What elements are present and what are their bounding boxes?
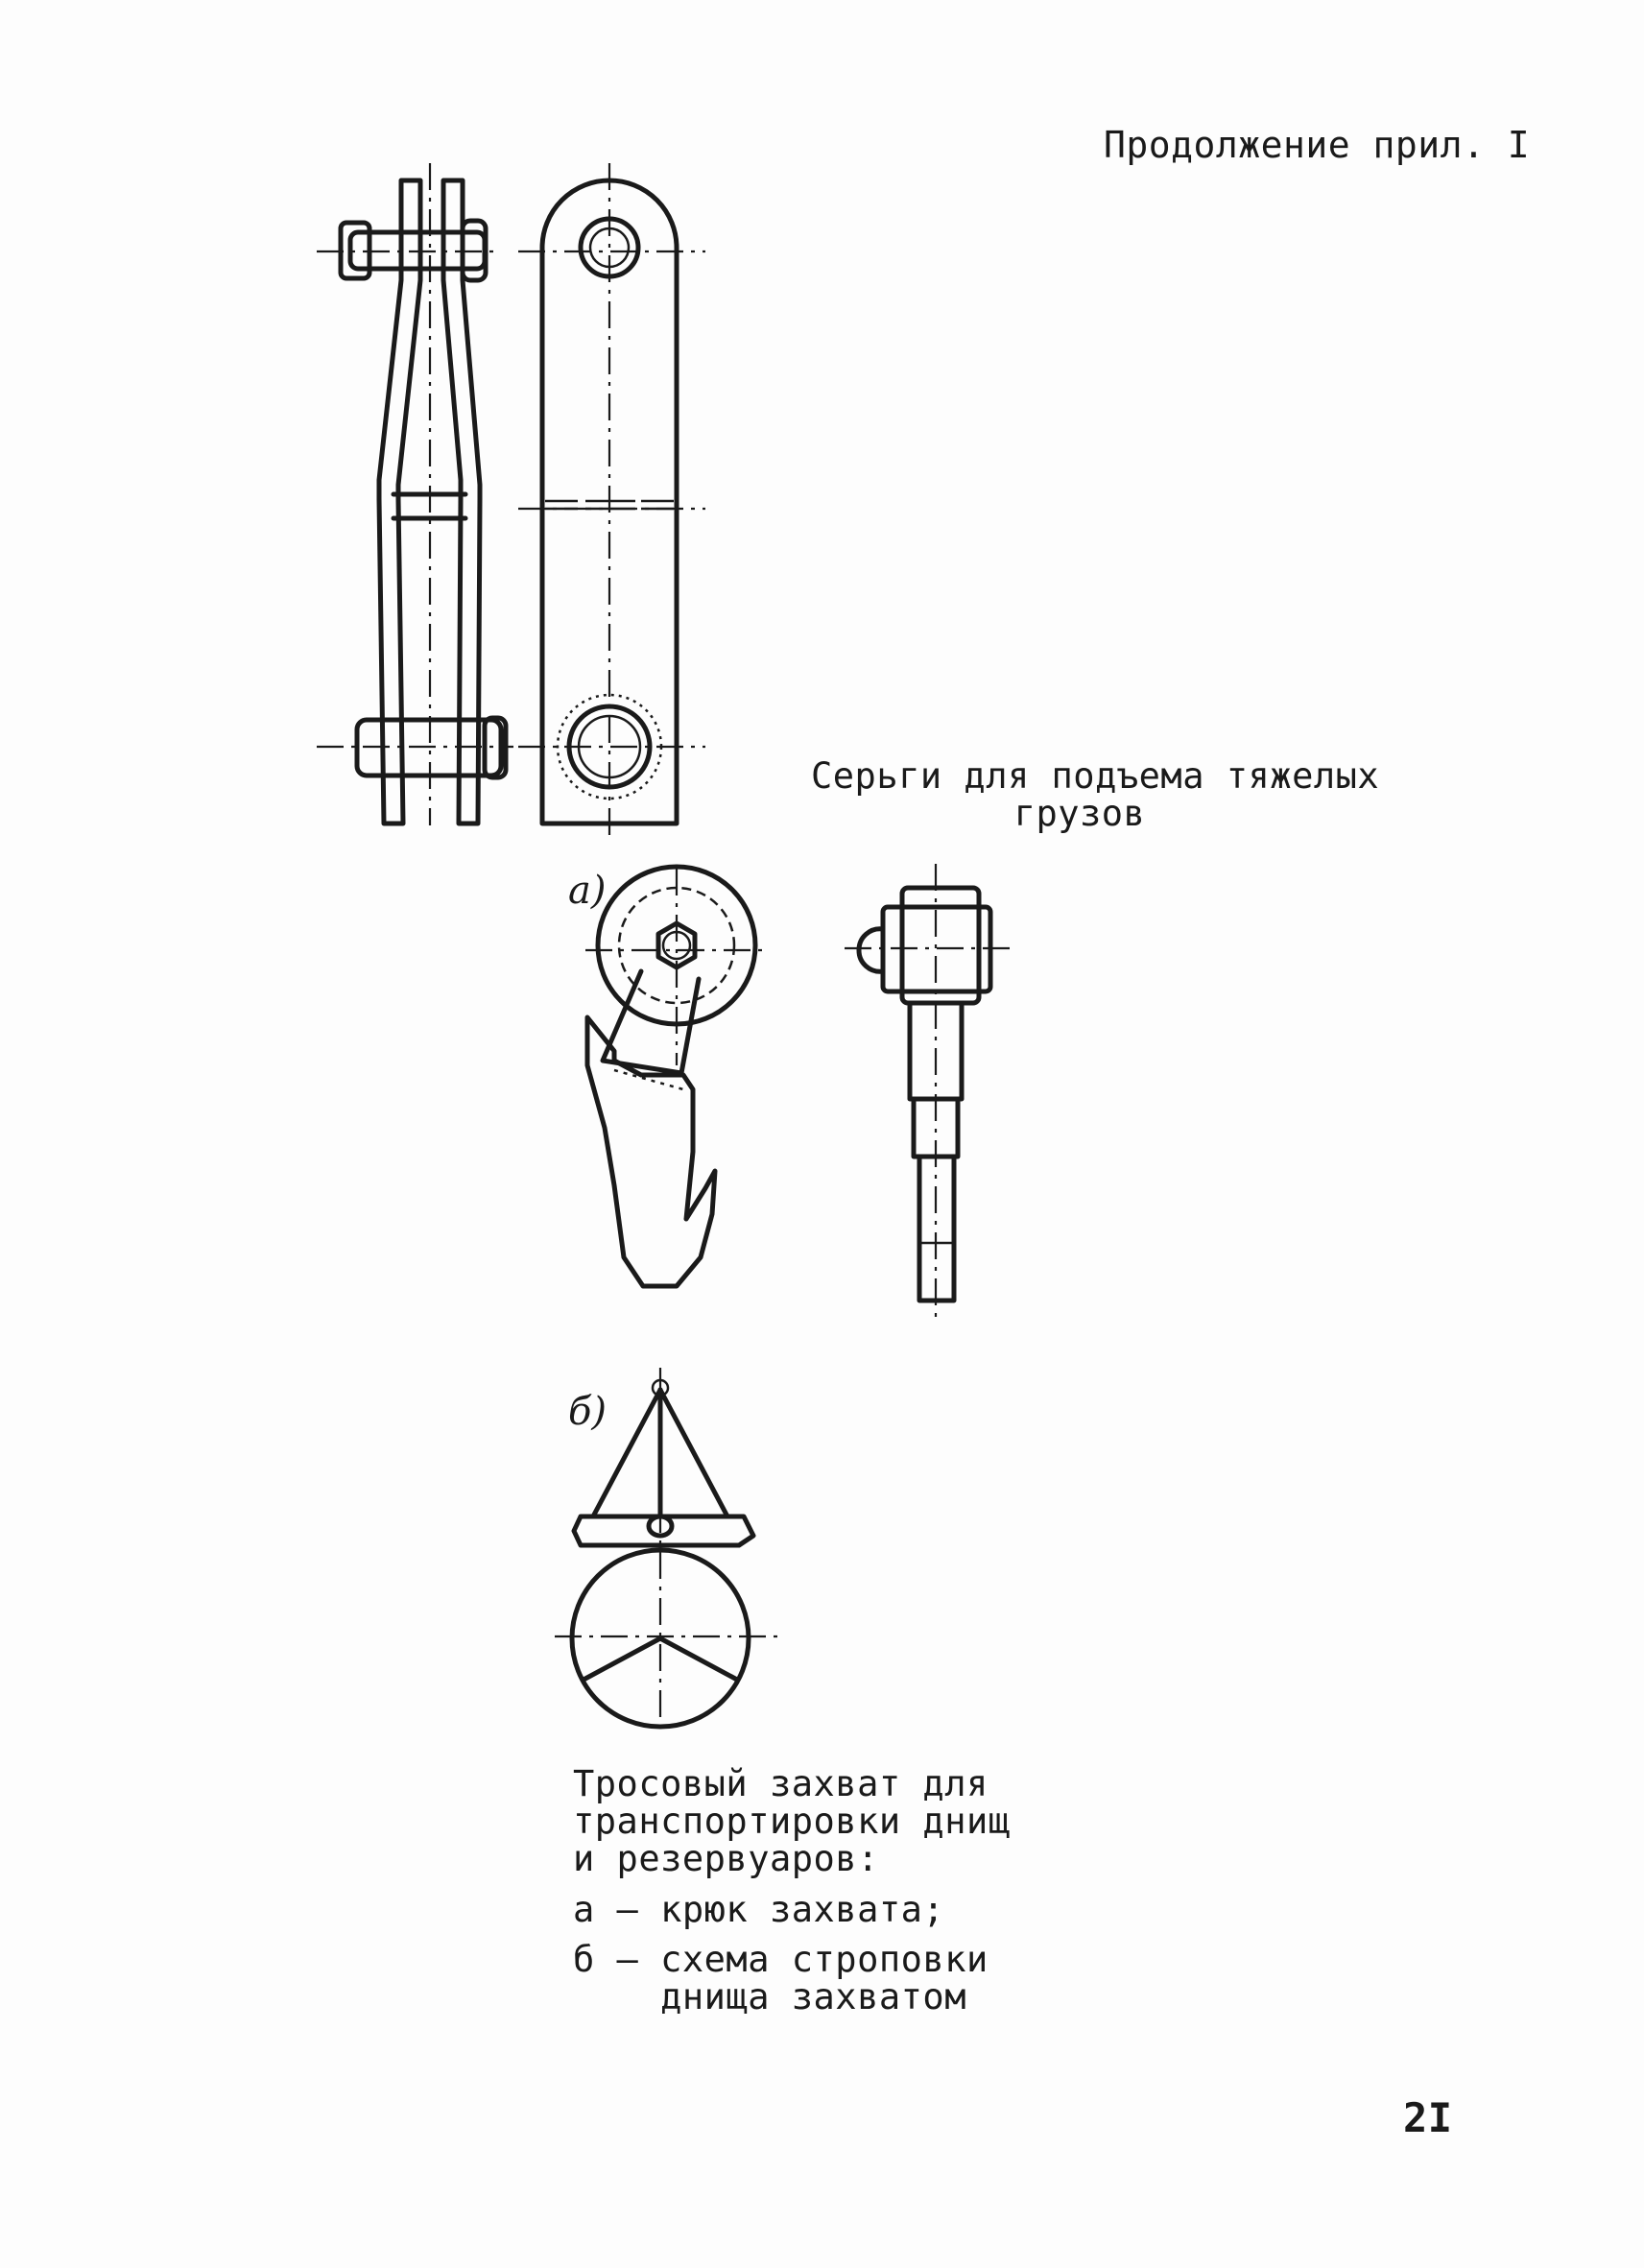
shackle-caption [811, 755, 1380, 834]
caption-line: а – крюк захвата; [573, 1888, 945, 1930]
page-number: 2I [1403, 2094, 1453, 2141]
shackle-front-view [518, 163, 705, 835]
caption-line: днища захватом [573, 1976, 966, 2018]
caption-line: и резервуаров: [573, 1837, 879, 1879]
page-header: Продолжение прил. I [1104, 124, 1531, 166]
caption-line: транспортировки днищ [573, 1800, 1011, 1842]
caption-line: б – схема строповки [573, 1939, 989, 1981]
grab-caption [573, 1763, 1011, 2018]
caption-line: Тросовый захват для [573, 1763, 989, 1804]
caption-line: грузов [1013, 792, 1146, 834]
label-b: б) [568, 1390, 608, 1434]
grab-hook-front-view [585, 867, 768, 1286]
grab-hook-side-view [845, 864, 1017, 1325]
caption-line: Серьги для подъема тяжелых [811, 755, 1380, 797]
label-a: а) [568, 869, 607, 913]
shackle-side-view [317, 163, 513, 825]
